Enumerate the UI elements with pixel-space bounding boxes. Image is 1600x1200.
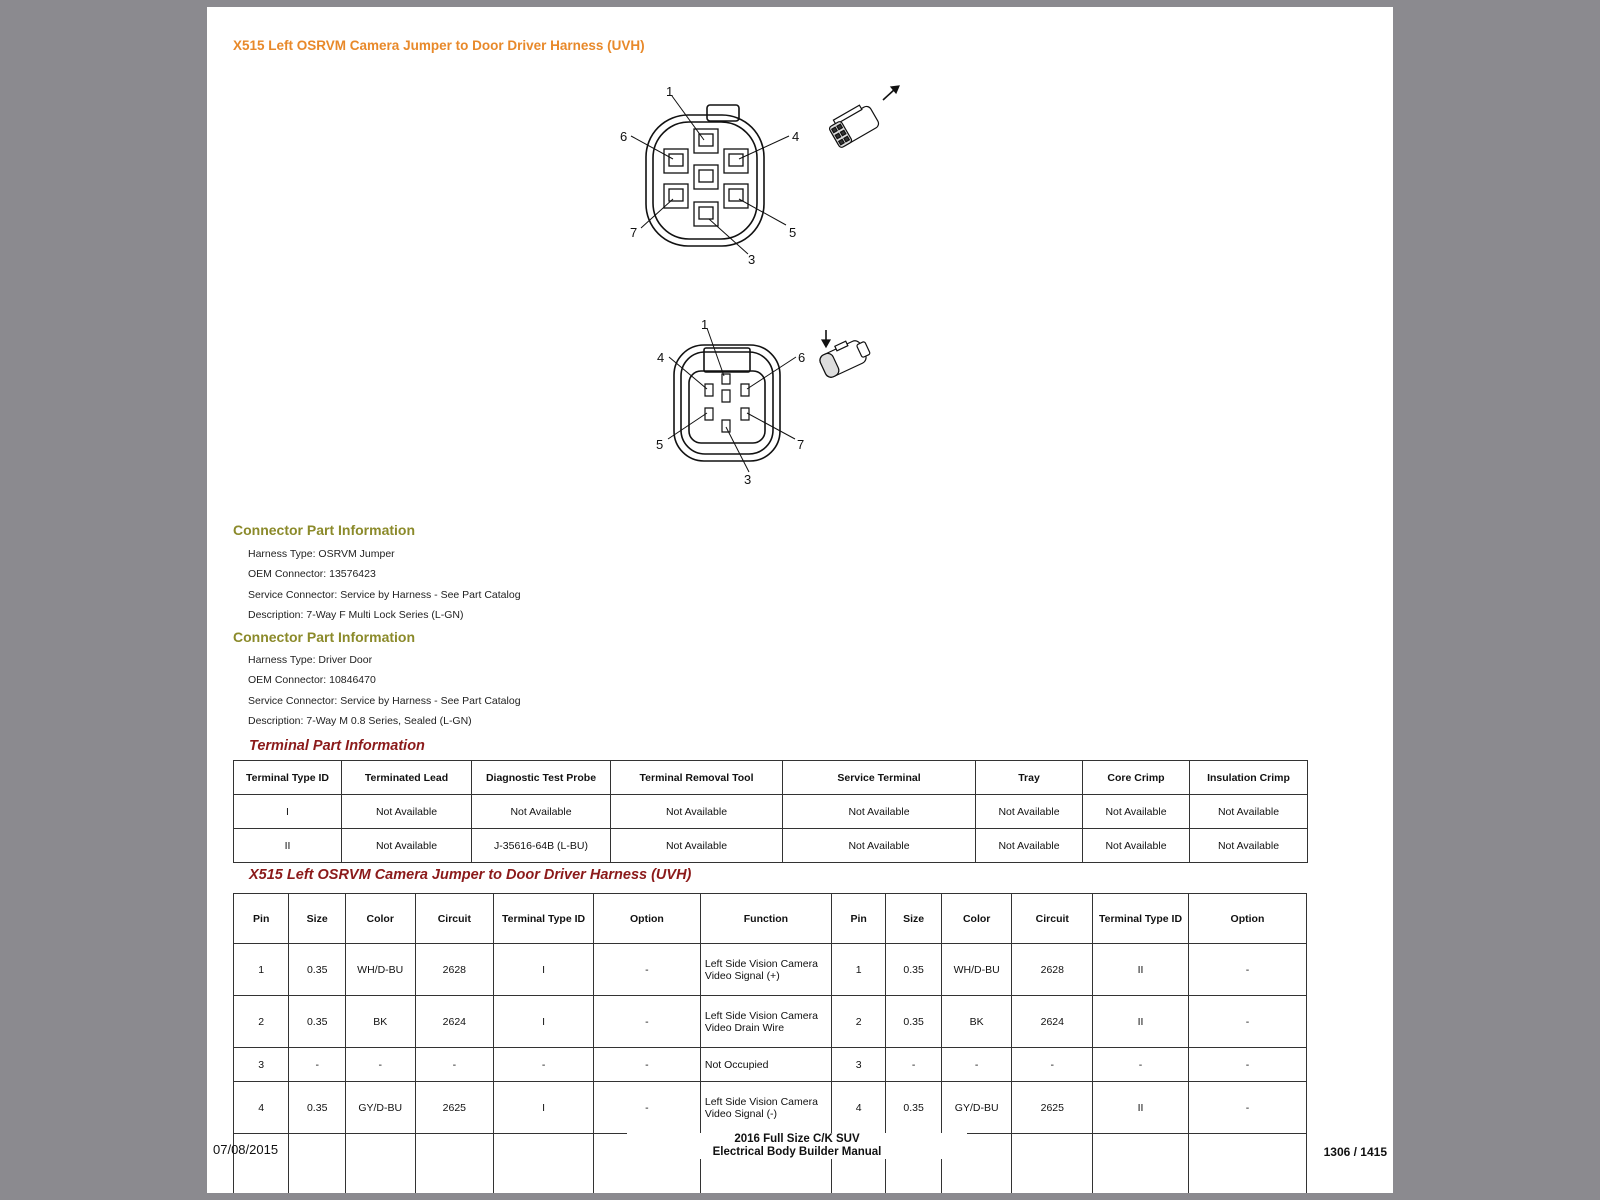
th-insulation-crimp: Insulation Crimp bbox=[1190, 761, 1308, 795]
terminal-table-header-row bbox=[234, 761, 1308, 795]
table-cell: Left Side Vision Camera Video Drain Wire bbox=[700, 996, 831, 1048]
footer-date: 07/08/2015 bbox=[213, 1142, 279, 1157]
footer-manual-title bbox=[627, 1133, 967, 1159]
oem-connector-2: OEM Connector: 10846470 bbox=[248, 674, 376, 686]
footer-line-2: Electrical Body Builder Manual bbox=[712, 1146, 882, 1158]
table-cell: Not Available bbox=[783, 829, 976, 863]
table-cell: I bbox=[494, 944, 594, 996]
harness-type-2: Harness Type: Driver Door bbox=[248, 654, 373, 666]
table-cell: - bbox=[494, 1048, 594, 1082]
table-cell: BK bbox=[345, 996, 415, 1048]
table-cell: I bbox=[494, 1082, 594, 1134]
table-cell: Not Available bbox=[1083, 829, 1190, 863]
table-cell: - bbox=[415, 1048, 494, 1082]
th-tray: Tray bbox=[976, 761, 1083, 795]
table-cell: WH/D-BU bbox=[941, 944, 1012, 996]
table-row bbox=[234, 996, 1307, 1048]
table-cell: 0.35 bbox=[289, 1082, 345, 1134]
table-cell: - bbox=[593, 996, 700, 1048]
th-circuit-2: Circuit bbox=[1012, 894, 1093, 944]
table-cell: 1 bbox=[234, 944, 289, 996]
table-cell: - bbox=[593, 1082, 700, 1134]
table-cell: - bbox=[886, 1048, 941, 1082]
table-cell: GY/D-BU bbox=[345, 1082, 415, 1134]
pin-label-7b: 7 bbox=[797, 437, 805, 452]
table-cell: Not Available bbox=[342, 829, 472, 863]
th-core-crimp: Core Crimp bbox=[1083, 761, 1190, 795]
table-cell: 3 bbox=[234, 1048, 289, 1082]
service-connector-1: Service Connector: Service by Harness - See Part Catalog bbox=[248, 589, 521, 601]
table-cell bbox=[345, 1134, 415, 1194]
pin-label-5b: 5 bbox=[656, 437, 664, 452]
table-cell bbox=[1093, 1134, 1189, 1194]
table-cell: 2628 bbox=[415, 944, 494, 996]
table-row bbox=[234, 829, 1308, 863]
table-row bbox=[234, 1082, 1307, 1134]
table-cell: BK bbox=[941, 996, 1012, 1048]
table-cell: 2624 bbox=[415, 996, 494, 1048]
table-cell: - bbox=[345, 1048, 415, 1082]
table-cell: 2 bbox=[831, 996, 885, 1048]
pin-label-4: 4 bbox=[792, 129, 800, 144]
pin-label-3b: 3 bbox=[744, 472, 752, 487]
table-cell: Not Available bbox=[976, 795, 1083, 829]
th-function: Function bbox=[700, 894, 831, 944]
table-cell: 2625 bbox=[415, 1082, 494, 1134]
table-row bbox=[234, 795, 1308, 829]
table-cell: 0.35 bbox=[886, 1082, 941, 1134]
table-cell: - bbox=[1188, 996, 1306, 1048]
th-pin-2: Pin bbox=[831, 894, 885, 944]
th-circuit: Circuit bbox=[415, 894, 494, 944]
table-cell: 2624 bbox=[1012, 996, 1093, 1048]
table-cell: Not Available bbox=[783, 795, 976, 829]
footer-page-number: 1306 / 1415 bbox=[1323, 1145, 1387, 1159]
table-cell: 3 bbox=[831, 1048, 885, 1082]
th-terminal-removal-tool: Terminal Removal Tool bbox=[611, 761, 783, 795]
table-cell: 2628 bbox=[1012, 944, 1093, 996]
th-size-2: Size bbox=[886, 894, 941, 944]
table-cell: Not Occupied bbox=[700, 1048, 831, 1082]
connector-icon-1 bbox=[826, 86, 899, 148]
th-terminal-type-id: Terminal Type ID bbox=[494, 894, 594, 944]
pin-label-3: 3 bbox=[748, 252, 756, 267]
oem-connector-1: OEM Connector: 13576423 bbox=[248, 568, 376, 580]
table-cell: WH/D-BU bbox=[345, 944, 415, 996]
table-cell: Not Available bbox=[1083, 795, 1190, 829]
table-cell: 0.35 bbox=[886, 996, 941, 1048]
table-row bbox=[234, 1048, 1307, 1082]
th-option: Option bbox=[593, 894, 700, 944]
page-title: X515 Left OSRVM Camera Jumper to Door Driver Harness (UVH) bbox=[233, 38, 645, 53]
table-cell: Not Available bbox=[611, 795, 783, 829]
th-diagnostic-test-probe: Diagnostic Test Probe bbox=[472, 761, 611, 795]
pin-label-4b: 4 bbox=[657, 350, 665, 365]
table-cell bbox=[494, 1134, 594, 1194]
service-connector-2: Service Connector: Service by Harness - See Part Catalog bbox=[248, 695, 521, 707]
table-cell: GY/D-BU bbox=[941, 1082, 1012, 1134]
table-cell: - bbox=[593, 944, 700, 996]
table-cell: II bbox=[234, 829, 342, 863]
th-color: Color bbox=[345, 894, 415, 944]
table-cell: I bbox=[234, 795, 342, 829]
table-cell: Not Available bbox=[976, 829, 1083, 863]
pin-table-heading: X515 Left OSRVM Camera Jumper to Door Driver Harness (UVH) bbox=[249, 867, 692, 883]
th-terminated-lead: Terminated Lead bbox=[342, 761, 472, 795]
table-cell: - bbox=[1188, 944, 1306, 996]
table-cell bbox=[289, 1134, 345, 1194]
connector-info-heading-1: Connector Part Information bbox=[233, 522, 416, 538]
table-cell: 4 bbox=[831, 1082, 885, 1134]
table-cell: 2 bbox=[234, 996, 289, 1048]
table-cell: Not Available bbox=[472, 795, 611, 829]
table-row bbox=[234, 944, 1307, 996]
table-cell: J-35616-64B (L-BU) bbox=[472, 829, 611, 863]
table-cell: 4 bbox=[234, 1082, 289, 1134]
terminal-part-table bbox=[233, 760, 1308, 863]
table-cell: Not Available bbox=[611, 829, 783, 863]
table-cell: I bbox=[494, 996, 594, 1048]
th-color-2: Color bbox=[941, 894, 1012, 944]
harness-type-1: Harness Type: OSRVM Jumper bbox=[248, 548, 395, 560]
table-cell: - bbox=[941, 1048, 1012, 1082]
table-cell: Not Available bbox=[1190, 795, 1308, 829]
connector-diagrams bbox=[207, 7, 1393, 497]
terminal-table-heading: Terminal Part Information bbox=[249, 738, 425, 754]
table-cell: Left Side Vision Camera Video Signal (-) bbox=[700, 1082, 831, 1134]
th-pin: Pin bbox=[234, 894, 289, 944]
table-cell: - bbox=[1188, 1048, 1306, 1082]
table-cell: 2625 bbox=[1012, 1082, 1093, 1134]
table-cell: II bbox=[1093, 1082, 1189, 1134]
connector-icon-2 bbox=[817, 330, 873, 379]
th-terminal-type-id: Terminal Type ID bbox=[234, 761, 342, 795]
table-cell: - bbox=[1093, 1048, 1189, 1082]
table-cell: - bbox=[1012, 1048, 1093, 1082]
connector-info-heading-2: Connector Part Information bbox=[233, 629, 416, 645]
table-cell: - bbox=[289, 1048, 345, 1082]
table-cell: Left Side Vision Camera Video Signal (+) bbox=[700, 944, 831, 996]
table-cell: Not Available bbox=[342, 795, 472, 829]
table-cell: 1 bbox=[831, 944, 885, 996]
table-cell: II bbox=[1093, 996, 1189, 1048]
table-cell: 0.35 bbox=[289, 944, 345, 996]
table-cell: 0.35 bbox=[886, 944, 941, 996]
table-cell bbox=[1012, 1134, 1093, 1194]
pin-label-6b: 6 bbox=[798, 350, 806, 365]
th-terminal-type-id-2: Terminal Type ID bbox=[1093, 894, 1189, 944]
pin-label-1b: 1 bbox=[701, 317, 709, 332]
table-cell: 0.35 bbox=[289, 996, 345, 1048]
pin-label-6: 6 bbox=[620, 129, 628, 144]
pin-table-header-row bbox=[234, 894, 1307, 944]
connector-face-2 bbox=[668, 328, 796, 472]
th-option-2: Option bbox=[1188, 894, 1306, 944]
connector-face-1 bbox=[631, 96, 789, 254]
footer-line-1: 2016 Full Size C/K SUV bbox=[734, 1133, 860, 1145]
table-cell bbox=[415, 1134, 494, 1194]
pin-label-5: 5 bbox=[789, 225, 797, 240]
description-1: Description: 7-Way F Multi Lock Series (L-GN) bbox=[248, 609, 464, 621]
pin-label-1: 1 bbox=[666, 84, 674, 99]
table-cell bbox=[1188, 1134, 1306, 1194]
table-cell: - bbox=[1188, 1082, 1306, 1134]
description-2: Description: 7-Way M 0.8 Series, Sealed (L-GN) bbox=[248, 715, 472, 727]
th-service-terminal: Service Terminal bbox=[783, 761, 976, 795]
document-page bbox=[207, 7, 1393, 1193]
pin-label-7: 7 bbox=[630, 225, 638, 240]
table-cell: II bbox=[1093, 944, 1189, 996]
table-cell: - bbox=[593, 1048, 700, 1082]
table-cell: Not Available bbox=[1190, 829, 1308, 863]
th-size: Size bbox=[289, 894, 345, 944]
